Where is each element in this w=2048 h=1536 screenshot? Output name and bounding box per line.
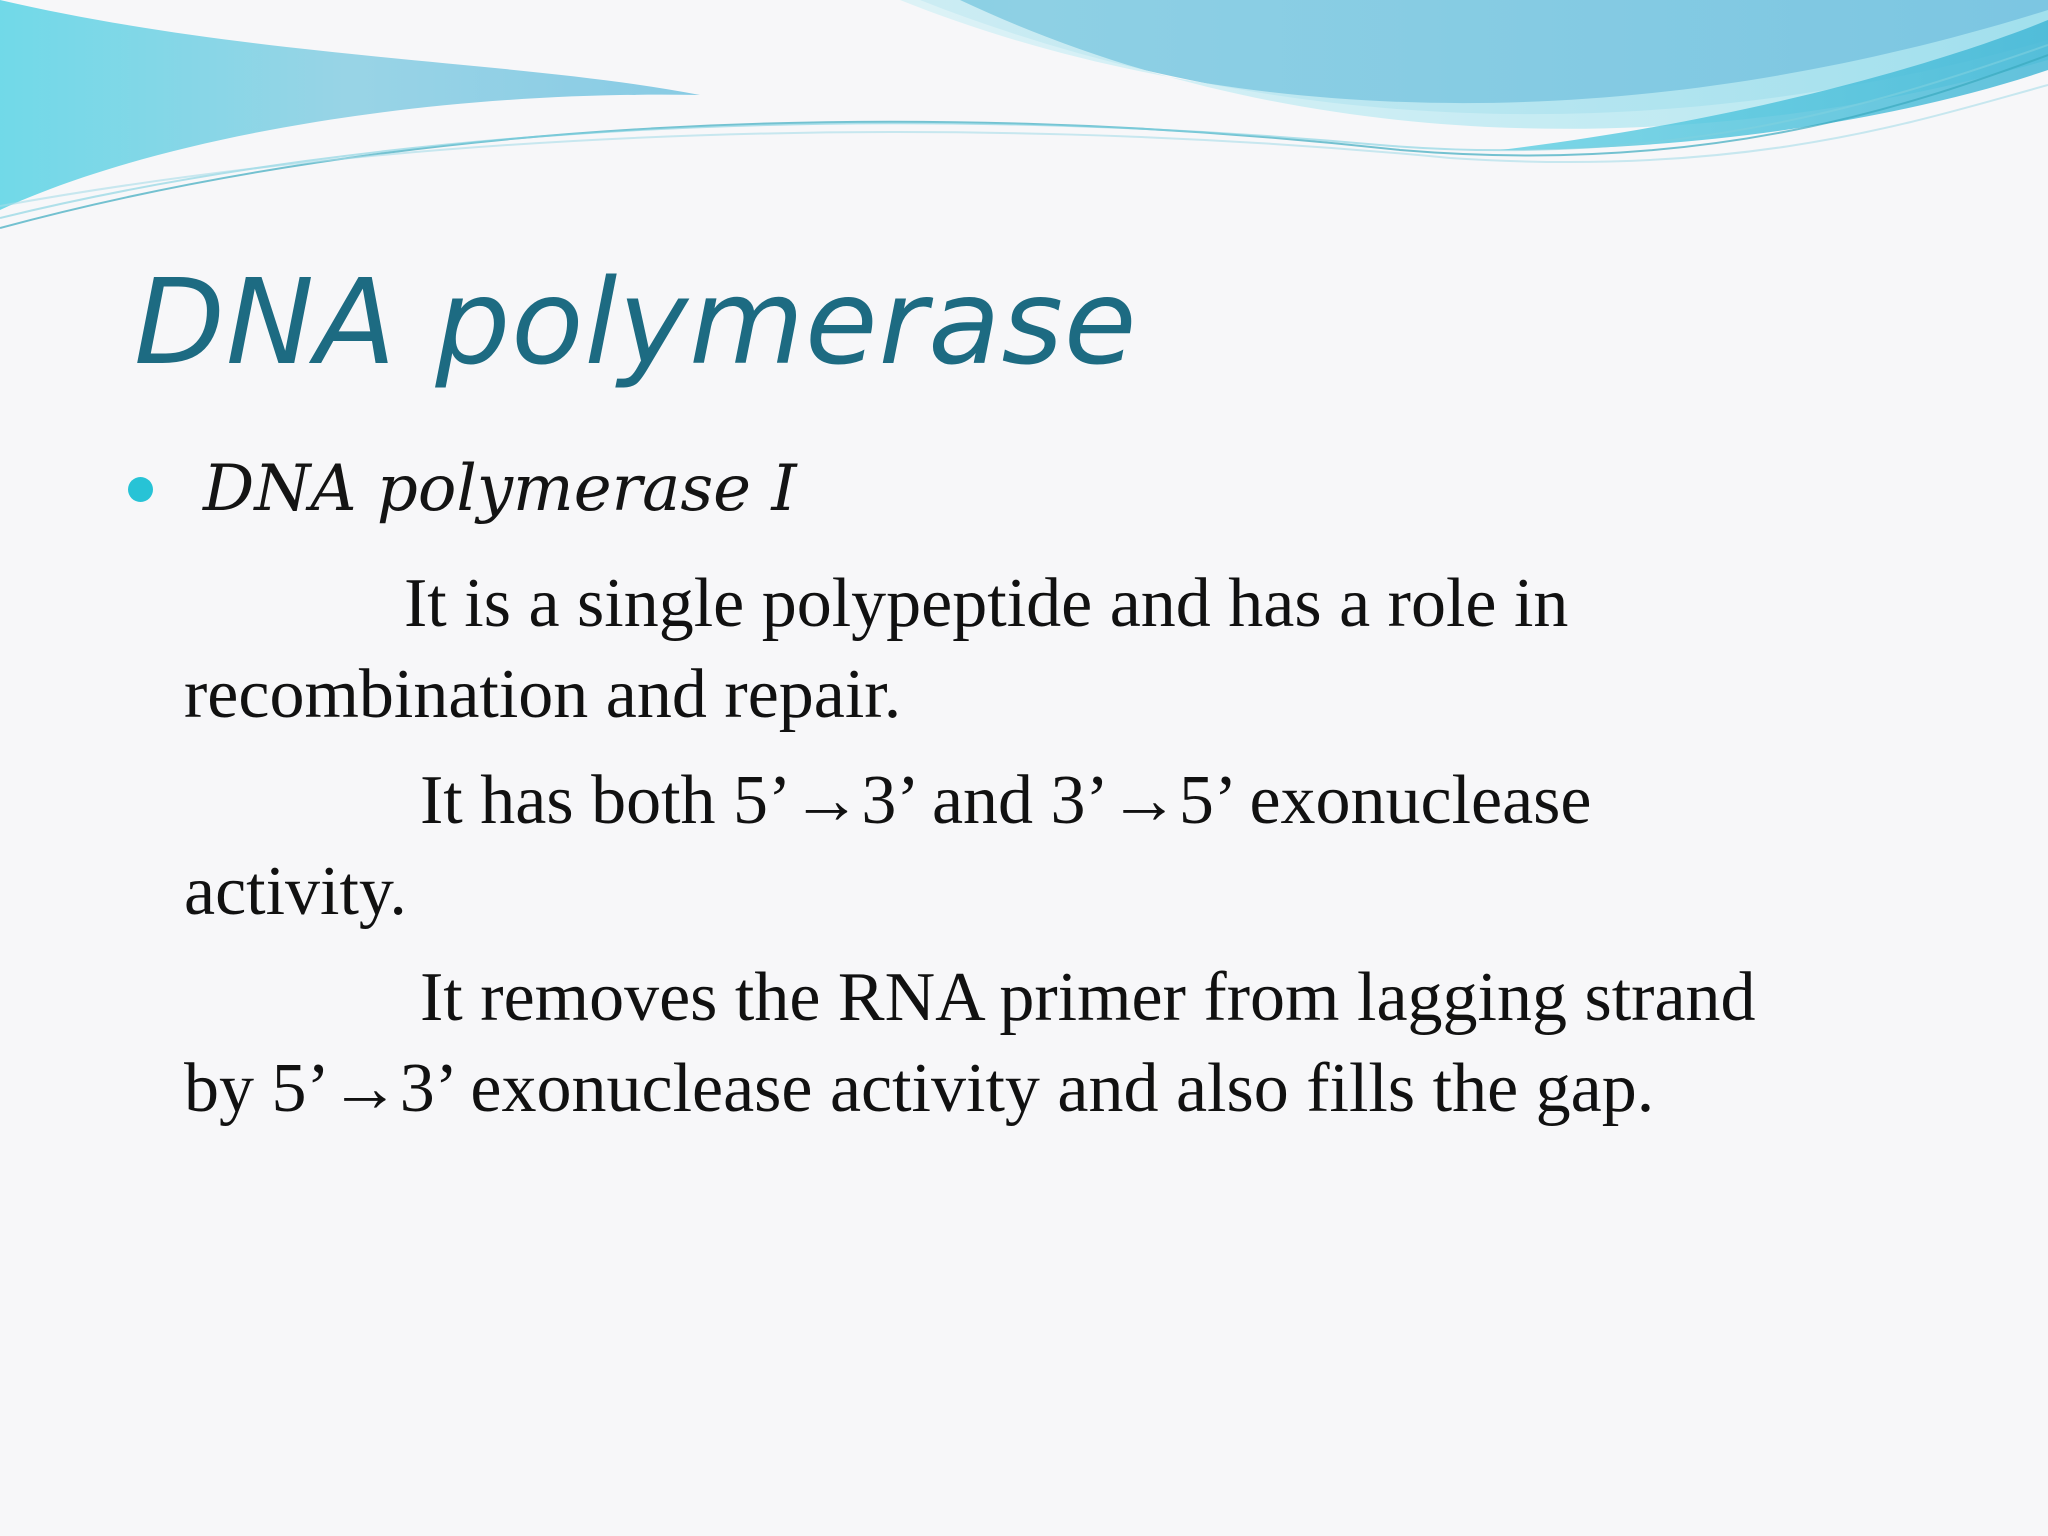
- paragraph-1: [184, 558, 1964, 740]
- bullet-dot-icon: [128, 477, 153, 502]
- paragraph-2: [184, 755, 1964, 937]
- paragraph-3: [184, 952, 1964, 1134]
- wave-shape-left: [0, 0, 700, 210]
- paragraph-1-line-1: It is a single polypeptide and has a role in: [404, 565, 1569, 642]
- paragraph-1-line-2: recombination and repair.: [184, 656, 902, 733]
- slide-title: DNA polymerase: [134, 253, 1138, 391]
- body-text: [184, 558, 1964, 1149]
- paragraph-3-line-1: It removes the RNA primer from lagging strand: [420, 959, 1756, 1036]
- bullet-item: [128, 452, 797, 526]
- bullet-label: DNA polymerase I: [203, 452, 797, 526]
- paragraph-2-line-2: activity.: [184, 853, 407, 930]
- header-wave-decoration: [0, 0, 2048, 240]
- paragraph-3-line-2: by 5’→3’ exonuclease activity and also fills the gap.: [184, 1050, 1655, 1127]
- paragraph-2-line-1: It has both 5’→3’ and 3’→5’ exonuclease: [420, 762, 1592, 839]
